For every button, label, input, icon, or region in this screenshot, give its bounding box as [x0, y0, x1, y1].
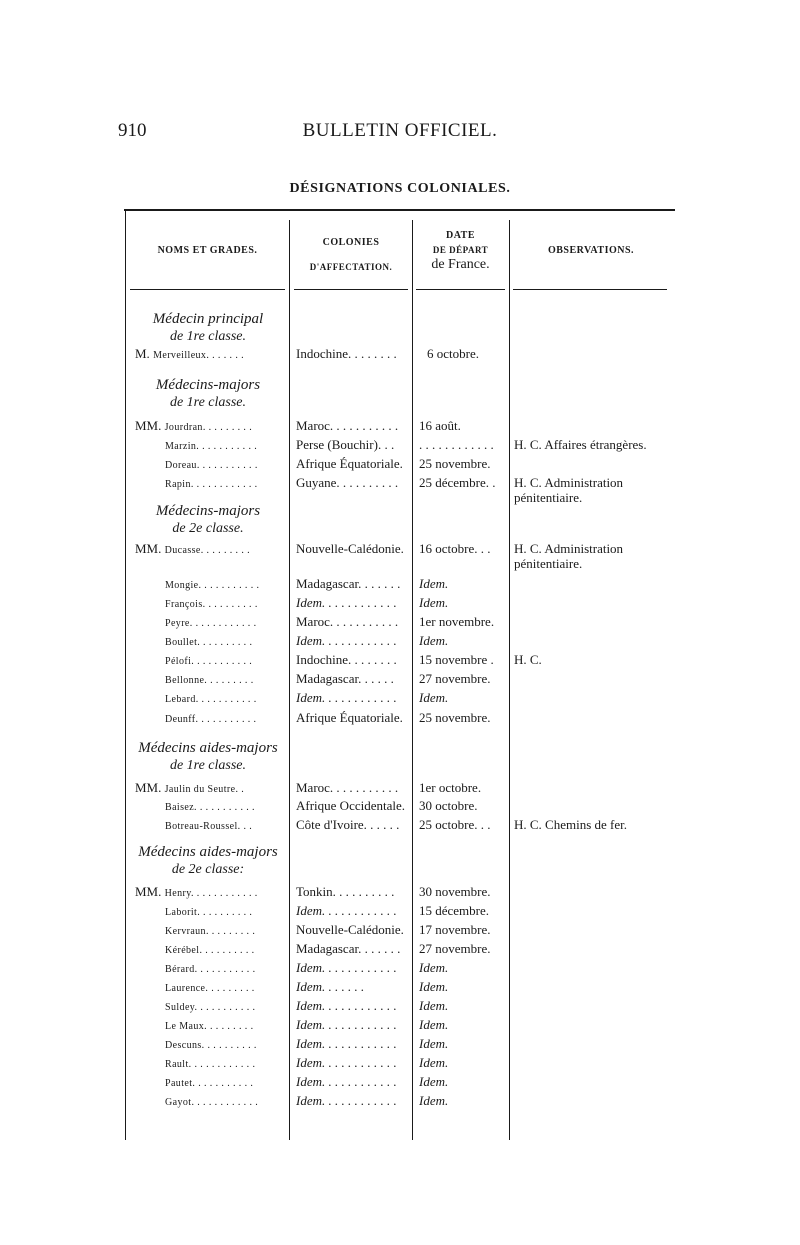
row-date: 15 novembre . — [419, 652, 494, 667]
row-date: 16 octobre. . . — [419, 541, 491, 556]
row-name — [135, 817, 285, 835]
row-date: Idem. — [419, 1074, 449, 1089]
header-colonies — [292, 236, 410, 274]
row-name-text: Peyre. . . . . . . . . . . . — [165, 618, 257, 629]
row-date: 1er octobre. — [419, 780, 482, 795]
row-name-text: Merveilleux. . . . . . . — [153, 350, 245, 361]
row-name-text: Le Maux. . . . . . . . . — [165, 1021, 254, 1032]
row-name — [135, 710, 285, 728]
group-heading-line1: Médecins aides-majors — [138, 844, 278, 860]
group-heading — [128, 740, 288, 774]
group-heading — [128, 503, 288, 537]
row-colonie: Idem. . . . . . . . . . . . — [296, 903, 397, 918]
row-colonie: Nouvelle-Calédonie. — [296, 541, 404, 556]
row-name — [135, 633, 285, 651]
group-heading-line2: de 1re classe. — [169, 329, 247, 344]
table-left-border — [125, 210, 126, 1140]
row-observation: H. C. Administration pénitentiaire. — [514, 541, 624, 571]
row-colonie: Tonkin. . . . . . . . . . — [296, 884, 395, 899]
row-date: Idem. — [419, 576, 449, 591]
row-name — [135, 418, 285, 436]
row-date: 1er novembre. — [419, 614, 495, 629]
row-name-text: Gayot. . . . . . . . . . . . — [165, 1097, 259, 1108]
row-name — [135, 456, 285, 474]
row-name-text: Laurence. . . . . . . . . — [165, 983, 255, 994]
row-name-text: Henry. . . . . . . . . . . . — [164, 888, 258, 899]
row-name-text: Pélofi. . . . . . . . . . . — [165, 656, 253, 667]
row-name — [135, 884, 285, 902]
row-prefix: MM. — [135, 418, 162, 433]
row-name — [135, 437, 285, 455]
row-colonie: Maroc. . . . . . . . . . . — [296, 780, 399, 795]
row-name — [135, 595, 285, 613]
row-colonie: Madagascar. . . . . . . — [296, 941, 401, 956]
row-prefix: M. — [135, 346, 150, 361]
header-colonies-line2: D'AFFECTATION. — [309, 262, 393, 272]
row-date: Idem. — [419, 595, 449, 610]
section-title: DÉSIGNATIONS COLONIALES. — [289, 181, 511, 196]
group-heading-line1: Médecin principal — [152, 311, 264, 327]
row-colonie: Afrique Occidentale. — [296, 798, 406, 813]
row-name — [135, 798, 285, 816]
table-top-rule — [124, 209, 675, 211]
group-heading-line1: Médecins aides-majors — [138, 740, 278, 756]
group-heading — [128, 377, 288, 411]
row-colonie: Idem. . . . . . . . . . . . — [296, 1036, 397, 1051]
row-colonie: Idem. . . . . . . — [296, 979, 365, 994]
row-name-text: Rapin. . . . . . . . . . . . — [165, 479, 258, 490]
row-date: 6 octobre. — [427, 346, 479, 361]
row-name-text: Mongie. . . . . . . . . . . — [165, 580, 260, 591]
row-name — [135, 614, 285, 632]
row-date: 27 novembre. — [419, 941, 491, 956]
row-colonie: Idem. . . . . . . . . . . . — [296, 595, 397, 610]
row-colonie: Idem. . . . . . . . . . . . — [296, 998, 397, 1013]
row-name — [135, 998, 285, 1016]
row-date: Idem. — [419, 633, 449, 648]
row-name-text: Suldey. . . . . . . . . . . — [165, 1002, 256, 1013]
row-colonie: Maroc. . . . . . . . . . . — [296, 614, 399, 629]
row-colonie: Perse (Bouchir). . . — [296, 437, 395, 452]
row-prefix: MM. — [135, 884, 162, 899]
row-name-text: François. . . . . . . . . . — [165, 599, 258, 610]
row-name — [135, 475, 285, 493]
row-name-text: Descuns. . . . . . . . . . — [165, 1040, 257, 1051]
row-name — [135, 1055, 285, 1073]
header-separator-4 — [513, 289, 667, 290]
row-name — [135, 690, 285, 708]
row-name-text: Bellonne. . . . . . . . . — [165, 675, 254, 686]
row-colonie: Indochine. . . . . . . . — [296, 652, 397, 667]
header-date — [414, 229, 507, 272]
row-prefix: MM. — [135, 541, 162, 556]
header-separator-1 — [130, 289, 285, 290]
row-name-text: Bérard. . . . . . . . . . . — [165, 964, 256, 975]
header-separator-3 — [416, 289, 505, 290]
row-name-text: Marzin. . . . . . . . . . . — [165, 441, 258, 452]
row-name-text: Ducasse. . . . . . . . . — [164, 545, 251, 556]
row-name — [135, 979, 285, 997]
row-observation: H. C. — [514, 652, 542, 667]
header-date-line2: DE DÉPART — [432, 245, 489, 255]
row-colonie: Idem. . . . . . . . . . . . — [296, 690, 397, 705]
row-name — [135, 960, 285, 978]
row-date: 30 novembre. — [419, 884, 491, 899]
group-heading-line2: de 2e classe. — [172, 521, 244, 536]
row-name — [135, 541, 285, 559]
row-colonie: Madagascar. . . . . . . — [296, 576, 401, 591]
row-name — [135, 780, 285, 798]
row-colonie: Idem. . . . . . . . . . . . — [296, 1093, 397, 1108]
row-name-text: Deunff. . . . . . . . . . . — [165, 714, 257, 725]
row-colonie: Idem. . . . . . . . . . . . — [296, 633, 397, 648]
row-date: 25 novembre. — [419, 710, 491, 725]
running-title: BULLETIN OFFICIEL. — [302, 120, 498, 141]
row-name-text: Botreau-Roussel. . . — [165, 821, 253, 832]
row-name-text: Jourdran. . . . . . . . . — [164, 422, 253, 433]
row-colonie: Idem. . . . . . . . . . . . — [296, 1017, 397, 1032]
row-date: 16 août. — [419, 418, 461, 433]
row-date: . . . . . . . . . . . . — [419, 437, 494, 452]
header-date-line3: de France. — [431, 257, 490, 272]
row-name-text: Rault. . . . . . . . . . . . — [165, 1059, 256, 1070]
row-date: 27 novembre. — [419, 671, 491, 686]
row-colonie: Nouvelle-Calédonie. — [296, 922, 404, 937]
row-name-text: Pautet. . . . . . . . . . . — [165, 1078, 254, 1089]
header-colonies-line1: COLONIES — [322, 237, 380, 248]
row-name — [135, 1036, 285, 1054]
row-name — [135, 1074, 285, 1092]
row-date: 15 décembre. — [419, 903, 490, 918]
row-observation: H. C. Chemins de fer. — [514, 817, 628, 832]
row-name — [135, 1017, 285, 1035]
row-name — [135, 1093, 285, 1111]
group-heading-line2: de 2e classe: — [171, 862, 245, 877]
row-colonie: Idem. . . . . . . . . . . . — [296, 1074, 397, 1089]
header-separator-2 — [294, 289, 408, 290]
group-heading-line2: de 1re classe. — [169, 395, 247, 410]
row-date: 25 novembre. — [419, 456, 491, 471]
row-date: Idem. — [419, 1055, 449, 1070]
row-name — [135, 346, 285, 364]
row-colonie: Indochine. . . . . . . . — [296, 346, 397, 361]
header-observations: OBSERVATIONS. — [547, 245, 635, 256]
row-prefix: MM. — [135, 780, 162, 795]
row-colonie: Afrique Équatoriale. — [296, 710, 403, 725]
row-name-text: Doreau. . . . . . . . . . . — [165, 460, 258, 471]
row-date: 25 octobre. . . — [419, 817, 491, 832]
row-date: 30 octobre. — [419, 798, 478, 813]
row-colonie: Afrique Équatoriale. — [296, 456, 403, 471]
row-name-text: Boullet. . . . . . . . . . — [165, 637, 253, 648]
row-date: Idem. — [419, 690, 449, 705]
row-name-text: Baisez. . . . . . . . . . . — [165, 802, 255, 813]
row-date: Idem. — [419, 1036, 449, 1051]
row-name — [135, 903, 285, 921]
header-noms: NOMS ET GRADES. — [157, 245, 258, 256]
row-name — [135, 652, 285, 670]
row-date: 17 novembre. — [419, 922, 491, 937]
row-name — [135, 671, 285, 689]
row-name — [135, 576, 285, 594]
row-name-text: Kervraun. . . . . . . . . — [165, 926, 256, 937]
row-name-text: Laborit. . . . . . . . . . — [165, 907, 253, 918]
row-name — [135, 922, 285, 940]
row-date: 25 décembre. . — [419, 475, 496, 490]
row-name — [135, 941, 285, 959]
row-colonie: Maroc. . . . . . . . . . . — [296, 418, 399, 433]
row-date: Idem. — [419, 998, 449, 1013]
row-colonie: Idem. . . . . . . . . . . . — [296, 1055, 397, 1070]
row-date: Idem. — [419, 1093, 449, 1108]
row-name-text: Kérébel. . . . . . . . . . — [165, 945, 255, 956]
row-observation: H. C. Affaires étrangères. — [514, 437, 647, 452]
row-observation: H. C. Administration pénitentiaire. — [514, 475, 624, 505]
column-divider-1 — [289, 220, 290, 1140]
header-date-line1: DATE — [445, 230, 476, 241]
row-colonie: Madagascar. . . . . . — [296, 671, 394, 686]
row-date: Idem. — [419, 960, 449, 975]
group-heading-line1: Médecins-majors — [155, 503, 261, 519]
group-heading — [128, 844, 288, 878]
row-name-text: Jaulin du Seutre. . — [164, 784, 245, 795]
row-colonie: Côte d'Ivoire. . . . . . — [296, 817, 400, 832]
group-heading-line1: Médecins-majors — [155, 377, 261, 393]
row-date: Idem. — [419, 979, 449, 994]
row-date: Idem. — [419, 1017, 449, 1032]
row-colonie: Idem. . . . . . . . . . . . — [296, 960, 397, 975]
row-name-text: Lebard. . . . . . . . . . . — [165, 694, 257, 705]
group-heading-line2: de 1re classe. — [169, 758, 247, 773]
group-heading — [128, 311, 288, 345]
column-divider-2 — [412, 220, 413, 1140]
page-number: 910 — [118, 120, 147, 141]
row-colonie: Guyane. . . . . . . . . . — [296, 475, 399, 490]
